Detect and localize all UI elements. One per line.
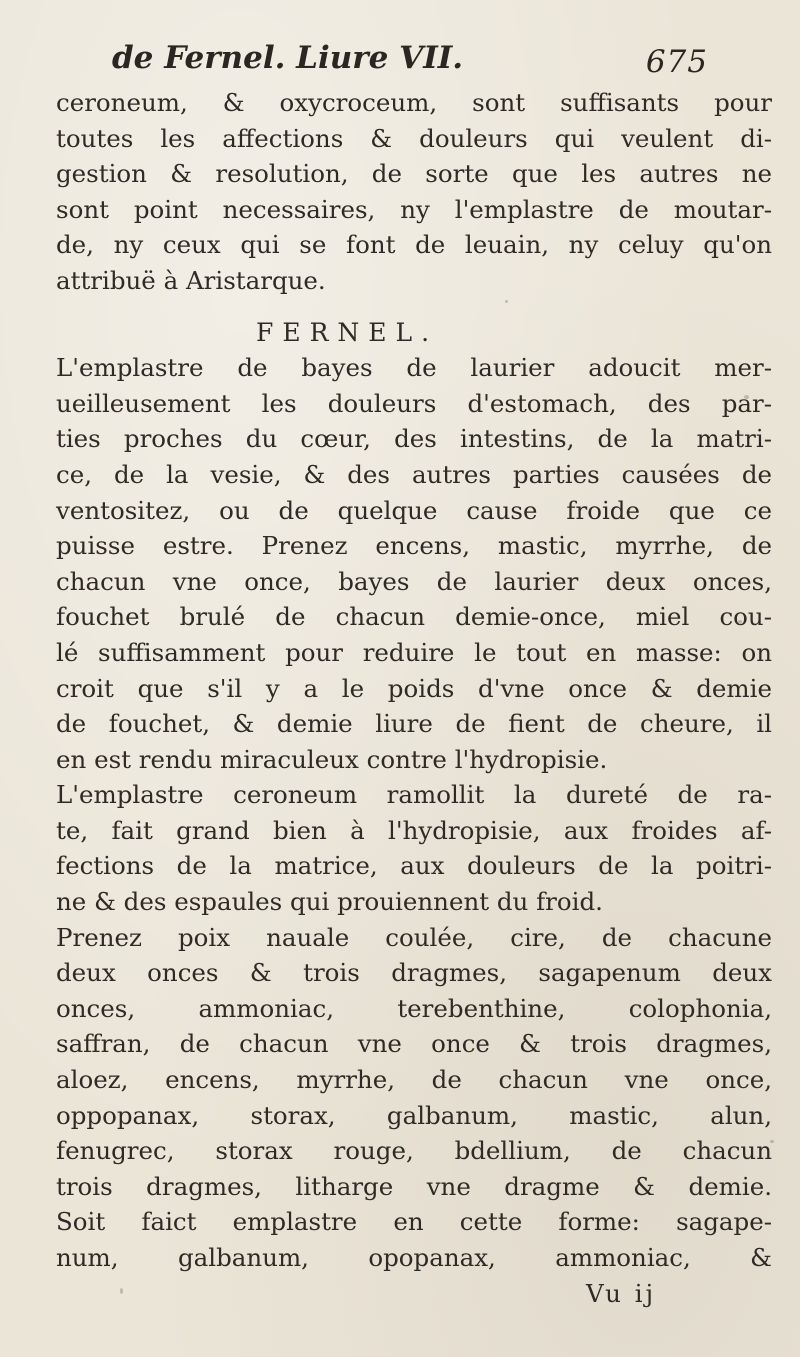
text-line: fenugrec, storax rouge, bdellium, de chacun (56, 1136, 772, 1166)
text-line: onces, ammoniac, terebenthine, colophonia, (56, 993, 772, 1023)
text-line: sont point necessaires, ny l'emplastre de moutar- (56, 194, 772, 224)
text-line: ceroneum, & oxycroceum, sont suffisants pour (56, 88, 772, 117)
text-line: ueilleusement les douleurs d'estomach, des par- (56, 388, 772, 418)
text-line: trois dragmes, litharge vne dragme & demie. (56, 1171, 772, 1201)
running-head: de Fernel. Liure VII. (112, 40, 463, 76)
page-number: 675 (645, 44, 708, 80)
text-line: ce, de la vesie, & des autres parties causées de (56, 459, 772, 489)
text-line: te, fait grand bien à l'hydropisie, aux froides af- (56, 815, 772, 845)
text-line: en est rendu miraculeux contre l'hydropisie. (56, 744, 608, 774)
text-line: ne & des espaules qui prouiennent du froid. (56, 887, 603, 917)
text-line: ties proches du cœur, des intestins, de la matri- (56, 424, 772, 454)
section-title: FERNEL. (256, 317, 439, 347)
text-line: chacun vne once, bayes de laurier deux onces, (56, 566, 772, 596)
text-line: saffran, de chacun vne once & trois dragmes, (56, 1029, 772, 1059)
text-line: puisse estre. Prenez encens, mastic, myrrhe, de (56, 531, 772, 561)
text-line: gestion & resolution, de sorte que les autres ne (56, 159, 772, 189)
text-line: fouchet brulé de chacun demie-once, miel cou- (56, 602, 772, 632)
paper-speck (744, 395, 749, 399)
page-header (112, 40, 712, 90)
text-line: ventositez, ou de quelque cause froide que ce (56, 495, 772, 525)
text-line: oppopanax, storax, galbanum, mastic, alun, (56, 1100, 772, 1130)
text-line: deux onces & trois dragmes, sagapenum deux (56, 958, 772, 988)
text-line: Soit faict emplastre en cette forme: sagape- (56, 1207, 772, 1237)
text-line: attribuë à Aristarque. (56, 265, 326, 295)
paper-speck (770, 1140, 774, 1143)
signature-mark: Vu ij (586, 1278, 657, 1308)
text-line: lé suffisamment pour reduire le tout en masse: on (56, 637, 772, 667)
paper-speck (738, 620, 742, 624)
section-spacer (56, 299, 772, 315)
text-line: toutes les affections & douleurs qui veulent di- (56, 123, 772, 153)
text-line: Prenez poix nauale coulée, cire, de chacune (56, 922, 772, 952)
text-line: aloez, encens, myrrhe, de chacun vne once, (56, 1065, 772, 1095)
text-line: L'emplastre de bayes de laurier adoucit mer- (56, 353, 772, 383)
body-text (56, 85, 772, 1311)
paper-speck (120, 1288, 123, 1294)
text-line: de, ny ceux qui se font de leuain, ny celuy qu'on (56, 230, 772, 260)
paper-speck (505, 300, 508, 303)
text-line: de fouchet, & demie liure de fient de cheure, il (56, 709, 772, 739)
text-line: num, galbanum, opopanax, ammoniac, & (56, 1243, 772, 1272)
text-line: L'emplastre ceroneum ramollit la dureté de ra- (56, 780, 772, 810)
text-line: croit que s'il y a le poids d'vne once & demie (56, 673, 772, 703)
text-line: fections de la matrice, aux douleurs de la poitri- (56, 851, 772, 881)
